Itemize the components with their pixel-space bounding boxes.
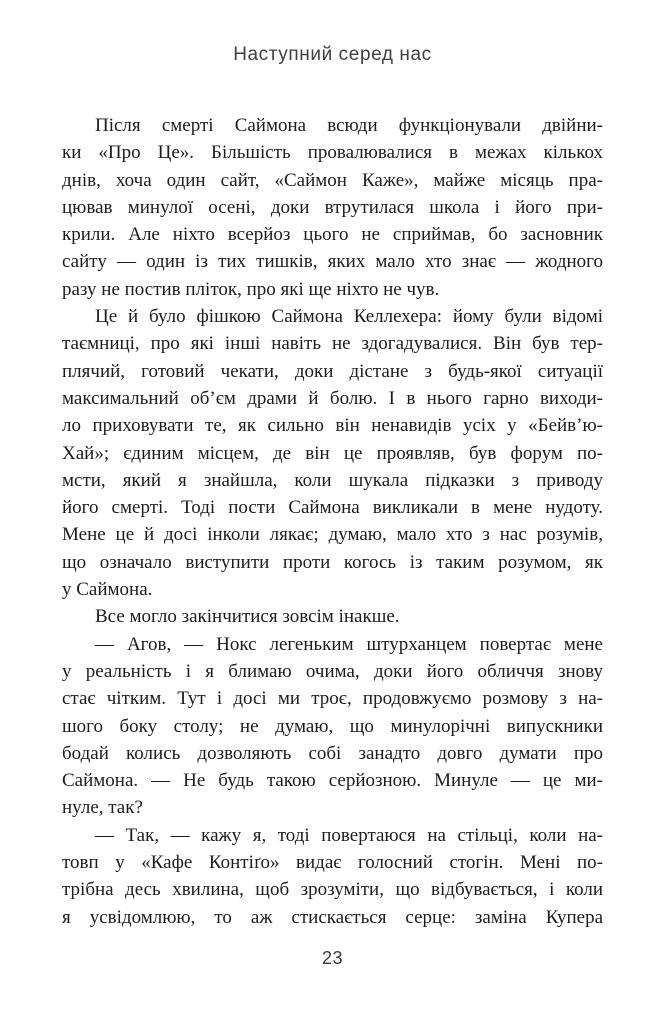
body-text	[62, 112, 603, 931]
text-line: Після смерті Саймона всюди функціонували двійни-	[95, 115, 603, 136]
text-line: Це й було фішкою Саймона Келлехера: йому були відомі	[95, 306, 603, 328]
text-line: стає чітким. Тут і досі ми троє, продовжуємо розмову з на-	[62, 688, 603, 710]
text-line: ло приховувати те, як сильно він ненавидів усіх у «Бейв’ю-	[62, 415, 603, 437]
text-line: сайту — один із тих тишків, яких мало хто знає — жодного	[62, 251, 603, 273]
text-line: — Агов, — Нокс легеньким штурханцем повертає мене	[95, 633, 603, 655]
text-line: Хай»; єдиним місцем, де він це проявляв, був форум по-	[62, 442, 603, 464]
text-line: разу не постив пліток, про які ще ніхто не чув.	[62, 278, 440, 300]
running-title: Наступний серед нас	[233, 44, 432, 65]
text-line: крили. Але ніхто всерйоз цього не сприймав, бо засновник	[62, 224, 603, 246]
paragraph	[62, 631, 603, 822]
paragraph	[62, 603, 603, 630]
paragraph	[62, 822, 603, 931]
text-line: мсти, який я знайшла, коли шукала підказки з приводу	[62, 469, 603, 491]
text-line: що означало виступити проти когось із таким розумом, як	[62, 551, 603, 573]
text-line: максимальний об’єм драми й болю. І в нього гарно виходи-	[62, 387, 603, 409]
text-line: таємниці, про які інші навіть не здогадувалися. Він був тер-	[62, 333, 603, 355]
text-line: його смерті. Тоді пости Саймона викликали в мене нудоту.	[62, 497, 603, 519]
paragraph	[62, 303, 603, 603]
text-line: нуле, так?	[62, 797, 143, 819]
text-line: товп у «Кафе Контіґо» видає голосний стогін. Мені по-	[62, 852, 603, 874]
text-line: — Так, — кажу я, тоді повертаюся на стільці, коли на-	[95, 824, 603, 846]
text-line: шого боку столу; не думаю, що минулорічні випускники	[62, 715, 603, 737]
text-line: у реальність і я блимаю очима, доки його обличчя знову	[62, 660, 603, 682]
text-line: Мене це й досі інколи лякає; думаю, мало хто з нас розумів,	[62, 524, 603, 546]
text-line: ки «Про Це». Більшість провалювалися в межах кількох	[62, 142, 603, 164]
text-line: бодай колись дозволяють собі занадто довго думати про	[62, 742, 603, 764]
text-line: я усвідомлюю, то аж стискається серце: заміна Купера	[62, 906, 603, 928]
paragraph	[62, 112, 603, 303]
text-line: у Саймона.	[62, 579, 153, 601]
text-line: Все могло закінчитися зовсім інакше.	[95, 606, 400, 628]
text-line: цював минулої осені, доки втрутилася школа і його при-	[62, 196, 603, 218]
text-line: днів, хоча один сайт, «Саймон Каже», майже місяць пра-	[62, 169, 603, 191]
text-line: Саймона. — Не будь такою серйозною. Минуле — це ми-	[62, 770, 603, 792]
text-line: плячий, готовий чекати, доки дістане з будь-якої ситуації	[62, 360, 603, 382]
text-line: трібна десь хвилина, щоб зрозуміти, що відбувається, і коли	[62, 879, 603, 901]
page-number: 23	[321, 948, 344, 968]
